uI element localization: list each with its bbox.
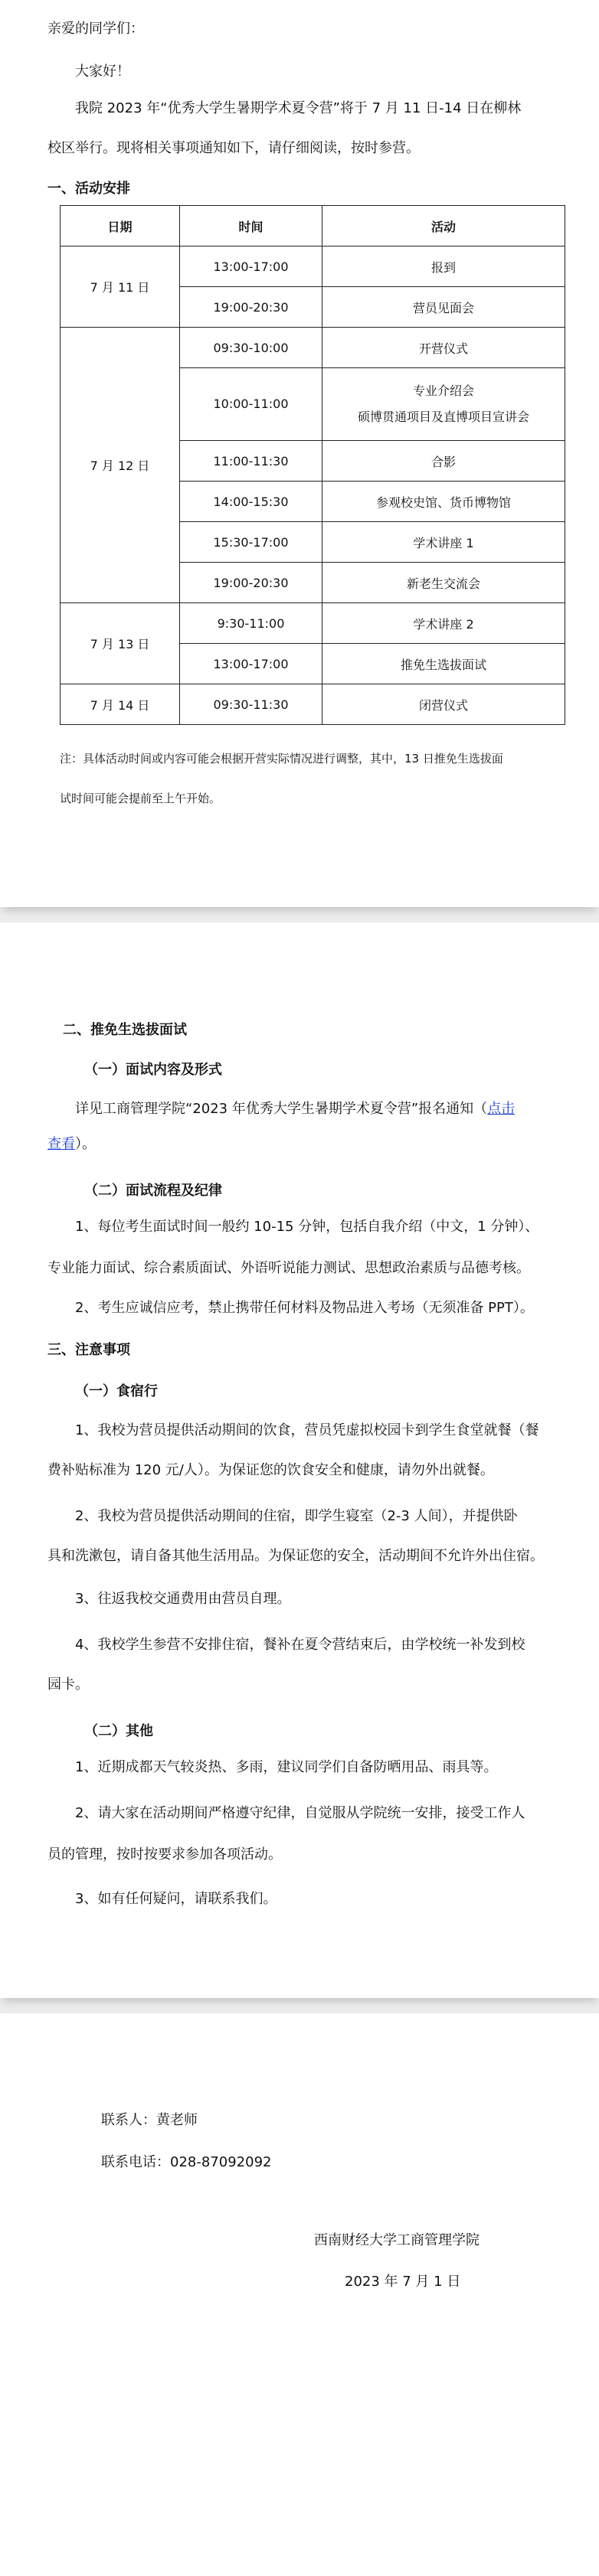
other-rule-3: 3、如有任何疑问，请联系我们。 (75, 1891, 277, 1907)
time-cell: 15:30-17:00 (180, 522, 322, 563)
subheading-interview-content: （一）面试内容及形式 (84, 1062, 222, 1078)
time-cell: 09:30-11:30 (180, 684, 322, 725)
transport-rule-3: 3、往返我校交通费用由营员自理。 (75, 1591, 291, 1607)
contact-phone: 联系电话：028-87092092 (101, 2154, 272, 2170)
greeting: 亲爱的同学们： (47, 21, 144, 37)
time-cell: 11:00-11:30 (180, 441, 322, 482)
hello: 大家好！ (75, 64, 130, 80)
click-here-link[interactable]: 点击 (487, 1101, 516, 1117)
activity-cell: 学术讲座 2 (322, 603, 565, 644)
time-cell: 13:00-17:00 (180, 644, 322, 684)
table-row (61, 328, 565, 368)
table-row (61, 603, 565, 644)
date-cell: 7 月 11 日 (61, 246, 180, 328)
note-line-1: 注：具体活动时间或内容可能会根据开营实际情况进行调整，其中，13 日推免生选拔面 (60, 752, 503, 766)
time-cell: 9:30-11:00 (180, 603, 322, 644)
intro-line-1: 我院 2023 年“优秀大学生暑期学术夏令营”将于 7 月 11 日-14 日在柳林 (75, 100, 522, 116)
interview-rule-2: 2、考生应诚信应考，禁止携带任何材料及物品进入考场（无须准备 PPT）。 (75, 1300, 534, 1316)
table-row (61, 246, 565, 287)
table-header-row (61, 206, 565, 246)
view-link[interactable]: 查看 (47, 1136, 75, 1152)
activity-cell: 营员见面会 (322, 287, 565, 328)
section-heading-interview: 二、推免生选拔面试 (63, 1022, 187, 1038)
schedule-note (60, 739, 568, 818)
contact-person: 联系人：黄老师 (101, 2112, 198, 2128)
interview-content-text (75, 1091, 576, 1128)
food-rule-1-line-1: 1、我校为营员提供活动期间的饮食，营员凭虚拟校园卡到学生食堂就餐（餐 (75, 1422, 539, 1438)
header-time: 时间 (180, 206, 322, 246)
time-cell: 19:00-20:30 (180, 563, 322, 603)
interview-rule-1-line-2: 专业能力面试、综合素质面试、外语听说能力测试、思想政治素质与品德考核。 (47, 1260, 530, 1276)
time-cell: 10:00-11:00 (180, 368, 322, 441)
activity-line: 专业介绍会 (412, 384, 474, 398)
time-cell: 14:00-15:30 (180, 482, 322, 522)
activity-cell: 学术讲座 1 (322, 522, 565, 563)
intro-line-2: 校区举行。现将相关事项通知如下，请仔细阅读，按时参营。 (47, 140, 420, 156)
activity-cell: 新老生交流会 (322, 563, 565, 603)
activity-cell (322, 368, 565, 441)
food-rule-1-line-2: 费补贴标准为 120 元/人）。为保证您的饮食安全和健康，请勿外出就餐。 (47, 1462, 494, 1478)
other-rule-2-line-1: 2、请大家在活动期间严格遵守纪律，自觉服从学院统一安排，接受工作人 (75, 1805, 525, 1821)
student-rule-4-line-2: 园卡。 (47, 1677, 89, 1693)
document-page-1 (0, 0, 599, 907)
student-rule-4-line-1: 4、我校学生参营不安排住宿，餐补在夏令营结束后，由学校统一补发到校 (75, 1637, 525, 1653)
interview-content-closing: ）。 (75, 1136, 96, 1152)
section-heading-schedule: 一、活动安排 (47, 181, 130, 197)
activity-cell: 开营仪式 (322, 328, 565, 368)
other-rule-2-line-2: 员的管理，按时按要求参加各项活动。 (47, 1846, 282, 1863)
activity-cell: 报到 (322, 246, 565, 287)
schedule-table (60, 205, 565, 725)
table-row (61, 684, 565, 725)
signature-date: 2023 年 7 月 1 日 (345, 2274, 461, 2290)
document-page-2 (0, 922, 599, 1998)
time-cell: 09:30-10:00 (180, 328, 322, 368)
organization-signature: 西南财经大学工商管理学院 (314, 2232, 480, 2248)
header-activity: 活动 (322, 206, 565, 246)
lodging-rule-2-line-2: 具和洗漱包，请自备其他生活用品。为保证您的安全，活动期间不允许外出住宿。 (47, 1548, 544, 1564)
time-cell: 13:00-17:00 (180, 246, 322, 287)
activity-cell: 闭营仪式 (322, 684, 565, 725)
header-date: 日期 (61, 206, 180, 246)
activity-line: 硕博贯通项目及直博项目宣讲会 (357, 410, 529, 424)
interview-content-sentence: 详见工商管理学院“2023 年优秀大学生暑期学术夏令营”报名通知（ (75, 1101, 488, 1117)
interview-content-text-end (47, 1126, 562, 1163)
document-page-3 (0, 2013, 599, 2576)
activity-cell: 推免生选拔面试 (322, 644, 565, 684)
interview-rule-1-line-1: 1、每位考生面试时间一般约 10-15 分钟，包括自我介绍（中文，1 分钟）、 (75, 1219, 539, 1235)
activity-cell: 参观校史馆、货币博物馆 (322, 482, 565, 522)
lodging-rule-2-line-1: 2、我校为营员提供活动期间的住宿，即学生寝室（2-3 人间），并提供卧 (75, 1508, 518, 1524)
note-line-2: 试时间可能会提前至上午开始。 (60, 792, 221, 805)
date-cell: 7 月 14 日 (61, 684, 180, 725)
subheading-other: （二）其他 (84, 1723, 153, 1739)
activity-cell: 合影 (322, 441, 565, 482)
subheading-interview-process: （二）面试流程及纪律 (84, 1183, 222, 1199)
subheading-food-lodging: （一）食宿行 (75, 1383, 158, 1399)
other-rule-1: 1、近期成都天气较炎热、多雨，建议同学们自备防晒用品、雨具等。 (75, 1759, 498, 1775)
time-cell: 19:00-20:30 (180, 287, 322, 328)
section-heading-notes: 三、注意事项 (47, 1342, 130, 1358)
date-cell: 7 月 12 日 (61, 328, 180, 603)
date-cell: 7 月 13 日 (61, 603, 180, 684)
